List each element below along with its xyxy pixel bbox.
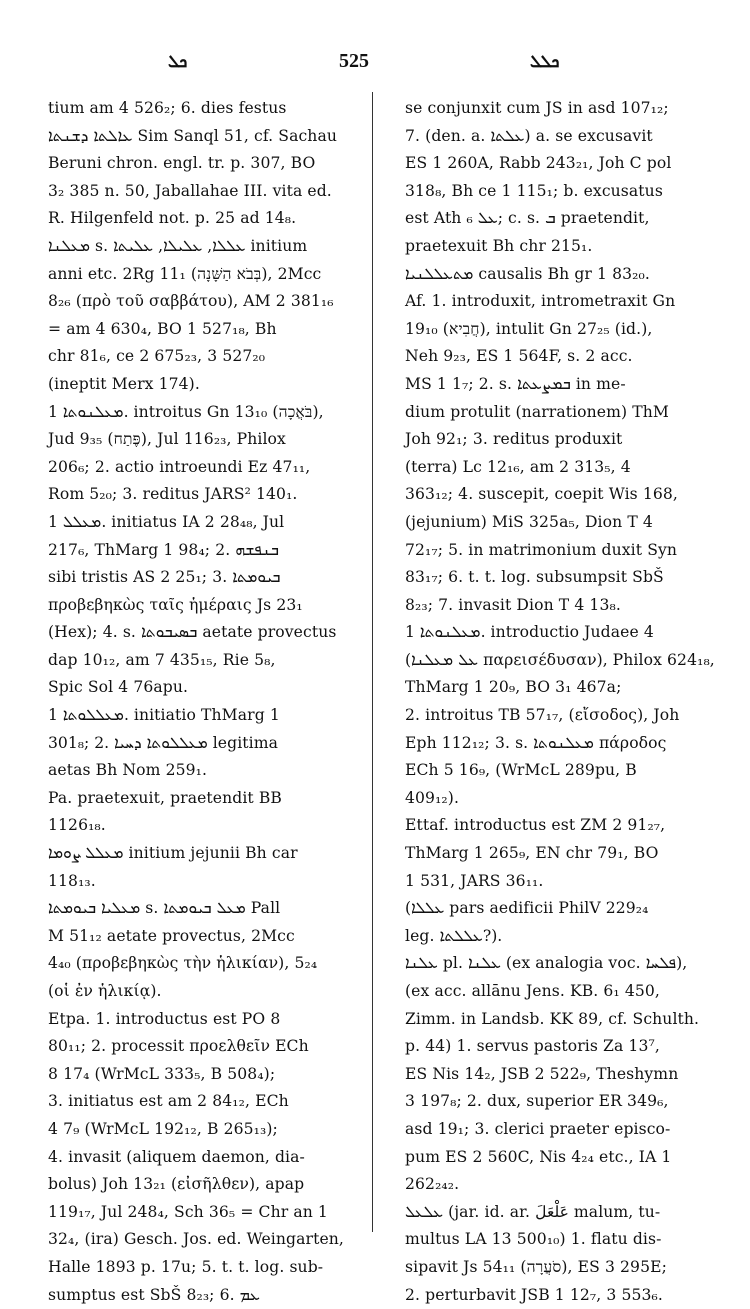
text-line: (Hex); 4. s. ܒܣܝܒܘܬܐ aetate provectus [48, 623, 337, 642]
text-line: 8 17₄ (WrMcL 333₅, B 508₄); [48, 1064, 276, 1083]
text-line: 8₂₆ (πρὸ τοῦ σαββάτου), AM 2 381₁₆ [48, 292, 334, 311]
text-line: 118₁₃. [48, 871, 96, 890]
left-column [48, 95, 368, 1304]
text-line: ThMarg 1 20₉, BO 3₁ 467a; [405, 678, 622, 697]
text-line: 301₈; 2. ܡܥܠܠܘܬܐ ܕܚܝܐ legitima [48, 733, 279, 752]
text-line: προβεβηκὼς ταῖς ἡμέραις Js 23₁ [48, 595, 303, 614]
text-line: 3 197₈; 2. dux, superior ER 349₆, [405, 1092, 669, 1111]
text-line: multus LA 13 500₁₀) 1. flatu dis- [405, 1230, 662, 1249]
text-line: Zimm. in Landsb. KK 89, cf. Schulth. [405, 1009, 700, 1028]
text-line: ܡܥܠܠܘܬܐ 1. initiatio ThMarg 1 [48, 706, 280, 725]
text-line: 119₁₇, Jul 248₄, Sch 36₅ = Chr an 1 [48, 1202, 328, 1221]
text-line: 1 531, JARS 36₁₁. [405, 871, 544, 890]
text-line: 3₂ 385 n. 50, Jaballahae III. vita ed. [48, 181, 332, 200]
text-line: 32₄, (ira) Gesch. Jos. ed. Weingarten, [48, 1230, 344, 1249]
header-right-mark: ܟܠܠ [530, 52, 560, 71]
text-line: 80₁₁; 2. processit προελθεῖν ECh [48, 1037, 309, 1056]
text-line: 83₁₇; 6. t. t. log. subsumpsit SbŠ [405, 568, 664, 587]
text-line: sipavit Js 54₁₁ (סֹעֲרָה), ES 3 295E; [405, 1257, 667, 1276]
right-column [405, 95, 721, 1304]
text-line: 4. invasit (aliquem daemon, dia- [48, 1147, 305, 1166]
text-line: praetexuit Bh chr 215₁. [405, 236, 593, 255]
text-line: ܡܥܠܢܘܬܐ 1. introductio Judaee 4 [405, 623, 654, 642]
text-line: (ineptit Merx 174). [48, 374, 200, 393]
text-line: ܡܥܠܢܐ s. ܥܠܠܐ, ܥܠܝܠܐ, ܥܠܝܬܐ initium [48, 236, 308, 255]
text-line: se conjunxit cum JS in asd 107₁₂; [405, 99, 669, 117]
text-line: Ettaf. introductus est ZM 2 91₂₇, [405, 816, 666, 835]
text-line: ܡܥܠܠ ܨܘܡܐ initium jejunii Bh car [48, 844, 298, 863]
text-line: Rom 5₂₀; 3. reditus JARS² 140₁. [48, 485, 298, 504]
text-line: 318₈, Bh ce 1 115₁; b. excusatus [405, 181, 663, 200]
text-line: tium am 4 526₂; 6. dies festus [48, 99, 287, 117]
text-line: Jud 9₃₅ (פֶּתַח), Jul 116₂₃, Philox [48, 430, 286, 449]
text-line: Beruni chron. engl. tr. p. 307, BO [48, 154, 316, 173]
text-line: ܡܥܠܢܘܬܐ 1. introitus Gn 13₁₀ (בֹּאֲכָה), [48, 402, 324, 421]
text-line: 1126₁₈. [48, 816, 106, 835]
text-line: Halle 1893 p. 17u; 5. t. t. log. sub- [48, 1257, 324, 1276]
text-line: (ex acc. allānu Jens. KB. 6₁ 450, [405, 982, 660, 1000]
text-line: 2. introitus TB 57₁₇, (εἴσοδος), Joh [405, 706, 680, 725]
text-line: dap 10₁₂, am 7 435₁₅, Rie 5₈, [48, 650, 276, 669]
text-line: = am 4 630₄, BO 1 527₁₈, Bh [48, 319, 277, 338]
text-line: 217₆, ThMarg 1 98₄; 2. ܒܢܦܫܗ [48, 540, 279, 559]
header-left-mark: ܟܠ [168, 52, 188, 71]
text-line: Etpa. 1. introductus est PO 8 [48, 1009, 281, 1028]
text-line: ES Nis 14₂, JSB 2 522₉, Theshymn [405, 1064, 679, 1083]
text-line: ܡܥܠܠ 1. initiatus IA 2 28₄₈, Jul [48, 512, 285, 531]
text-line: 262₂₄₂. [405, 1175, 460, 1194]
text-line: (οἱ ἐν ἡλικίᾳ). [48, 982, 162, 1000]
text-line: pum ES 2 560C, Nis 4₂₄ etc., IA 1 [405, 1147, 672, 1166]
text-line: (ܥܠ ܡܥܠܢܐ παρεισέδυσαν), Philox 624₁₈, [405, 650, 715, 669]
text-line: Pa. praetexuit, praetendit BB [48, 788, 282, 807]
text-line: 8₂₃; 7. invasit Dion T 4 13₈. [405, 595, 621, 614]
text-line: est Ath ܥܠ ₆; c. s. ܒ praetendit, [405, 209, 650, 228]
text-line: asd 19₁; 3. clerici praeter episco- [405, 1119, 671, 1138]
text-line: Af. 1. introduxit, intrometraxit Gn [405, 292, 676, 311]
text-line: R. Hilgenfeld not. p. 25 ad 14₈. [48, 209, 297, 228]
text-line: Spic Sol 4 76apu. [48, 678, 189, 697]
text-line: leg. ܥܠܠܬܐ?). [405, 926, 503, 945]
text-line: 7. (den. a. ܥܠܬܐ) a. se excusavit [405, 126, 653, 145]
text-line: ECh 5 16₉, (WrMcL 289pu, B [405, 761, 637, 780]
text-line: MS 1 1₇; 2. s. ܒܡܨܥܬܐ in me- [405, 374, 626, 393]
text-line: 206₆; 2. actio introeundi Ez 47₁₁, [48, 457, 311, 476]
text-line: sibi tristis AS 2 25₁; 3. ܒܝܘܡܬܐ [48, 568, 281, 587]
page-number: 525 [339, 50, 369, 72]
text-line: 363₁₂; 4. suscepit, coepit Wis 168, [405, 485, 678, 504]
text-line: 72₁₇; 5. in matrimonium duxit Syn [405, 540, 678, 559]
text-line: dium protulit (narrationem) ThM [405, 402, 669, 421]
text-line: anni etc. 2Rg 11₁ (בְּבֹא הַשָּׁנָה), 2Mcc [48, 264, 322, 283]
text-line: Joh 92₁; 3. reditus produxit [405, 430, 623, 449]
text-line: ܡܬܥܠܠܢܝܐ causalis Bh gr 1 83₂₀. [405, 264, 650, 283]
text-line: (jejunium) MiS 325a₅, Dion T 4 [405, 512, 653, 531]
text-line: (ܥܠܠܐ pars aedificii PhilV 229₂₄ [405, 899, 649, 918]
text-line: 3. initiatus est am 2 84₁₂, ECh [48, 1092, 289, 1111]
text-line: 4₄₀ (προβεβηκὼς τὴν ἡλικίαν), 5₂₄ [48, 954, 318, 973]
text-line: bolus) Joh 13₂₁ (εἰσῆλθεν), apap [48, 1175, 305, 1194]
page-header [0, 46, 750, 76]
text-line: chr 81₆, ce 2 675₂₃, 3 527₂₀ [48, 347, 266, 366]
text-line: ܥܠܥܠ (jar. id. ar. عَلْعَلَ malum, tu- [405, 1202, 661, 1221]
text-line: p. 44) 1. servus pastoris Za 13⁷, [405, 1037, 660, 1056]
text-line: ThMarg 1 265₉, EN chr 79₁, BO [405, 844, 659, 863]
text-line: 2. perturbavit JSB 1 12₇, 3 553₆. [405, 1285, 663, 1304]
text-line: ܡܥܠܝܐ ܒܝܘܡܬܐ s. ܡܥܠ ܒܝܘܡܬܐ Pall [48, 899, 281, 918]
column-divider [372, 92, 373, 1232]
text-line: ES 1 260A, Rabb 243₂₁, Joh C pol [405, 154, 672, 173]
text-line: ܥܐܠܬܐ ܕܫܢܬܐ Sim Sanql 51, cf. Sachau [48, 126, 337, 145]
text-line: (terra) Lc 12₁₆, am 2 313₅, 4 [405, 457, 631, 476]
text-line: Neh 9₂₃, ES 1 564F, s. 2 acc. [405, 347, 633, 366]
text-line: 409₁₂). [405, 788, 460, 807]
text-line: sumptus est SbŠ 8₂₃; 6. ܥܡ [48, 1285, 260, 1304]
text-line: Eph 112₁₂; 3. s. ܡܥܠܢܘܬܐ πάροδος [405, 733, 667, 752]
text-line: ܥܠܢܐ pl. ܥܠܢܐ (ex analogia voc. ܦܠܚܐ), [405, 954, 688, 973]
text-line: 4 7₉ (WrMcL 192₁₂, B 265₁₃); [48, 1119, 278, 1138]
text-line: M 51₁₂ aetate provectus, 2Mcc [48, 926, 295, 945]
text-line: 19₁₀ (חֲבִיא), intulit Gn 27₂₅ (id.), [405, 319, 653, 338]
text-line: aetas Bh Nom 259₁. [48, 761, 208, 780]
